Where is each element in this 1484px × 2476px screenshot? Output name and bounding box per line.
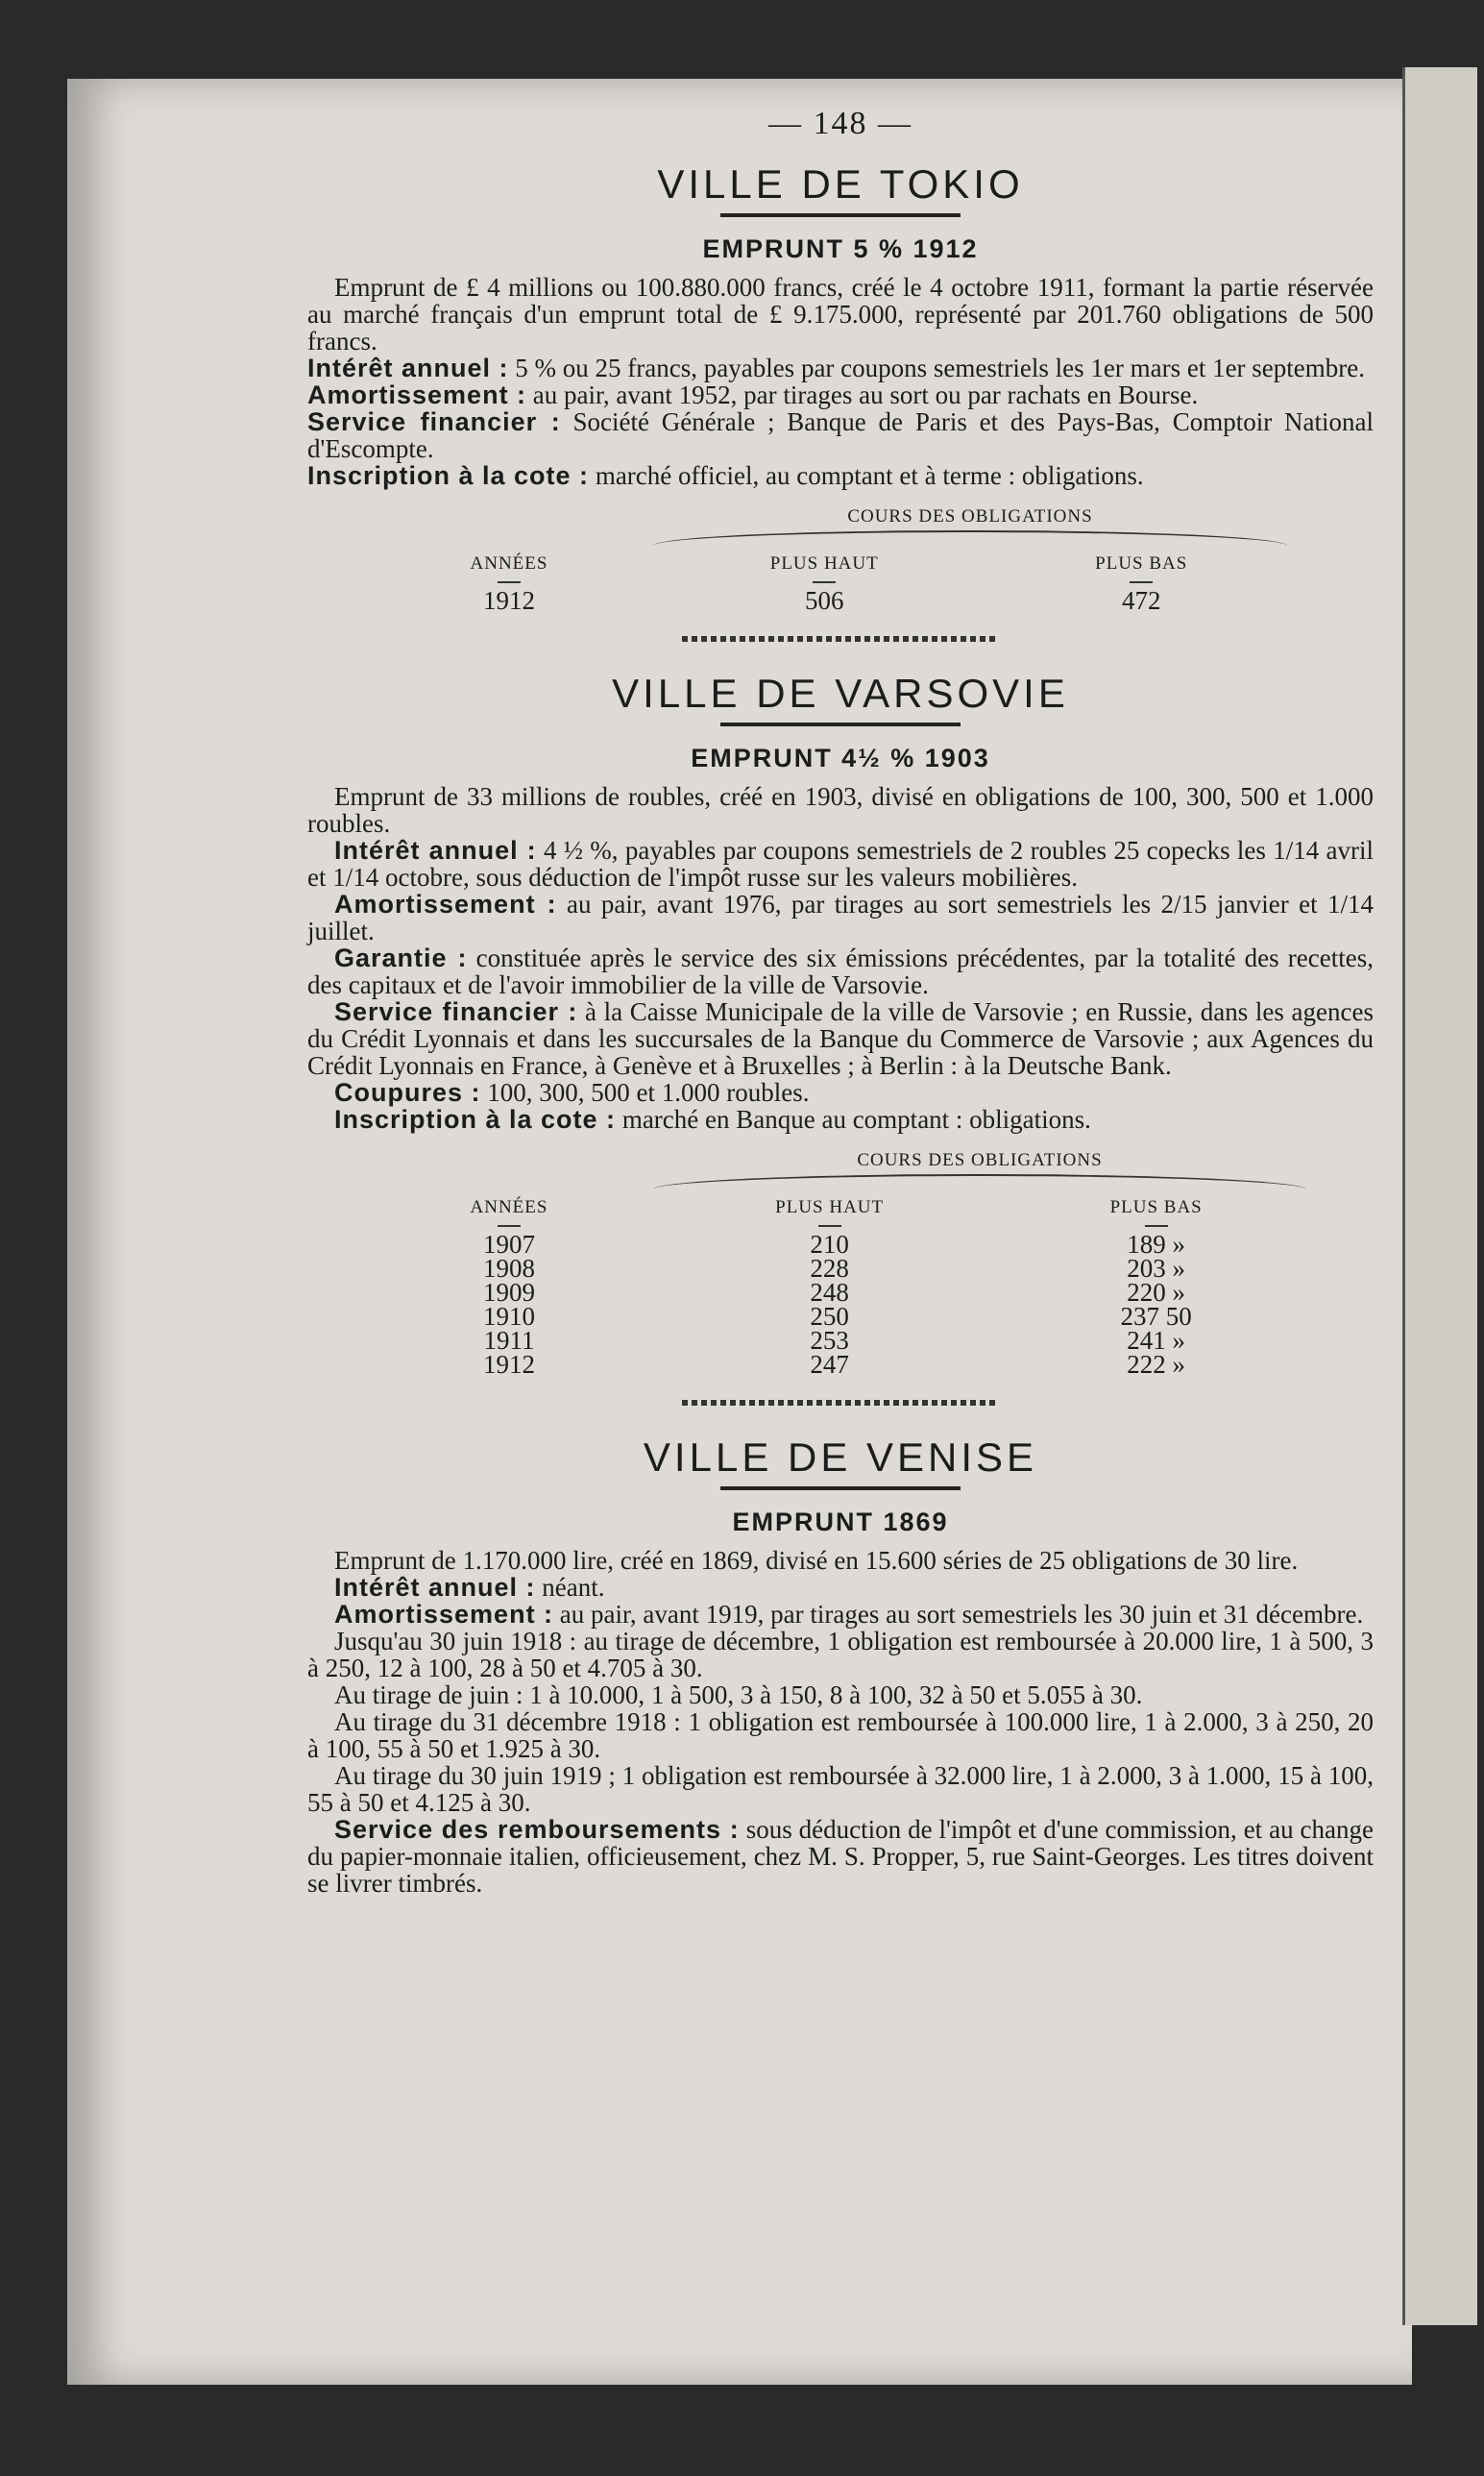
interet-label: Intérêt annuel : (334, 836, 537, 865)
col-plus-haut: PLUS HAUT (653, 1195, 1006, 1233)
page-number: — 148 — (768, 106, 912, 141)
interet-label: Intérêt annuel : (307, 354, 509, 382)
cell-haut: 250 (810, 1302, 849, 1331)
cell-bas: 241 » (1127, 1326, 1186, 1355)
loan-heading: EMPRUNT 5 % 1912 (702, 234, 979, 263)
section-divider (682, 1400, 999, 1406)
loan-intro: Emprunt de 1.170.000 lire, créé en 1869, divisé en 15.600 séries de 25 obligations de 30 lire. (334, 1546, 1299, 1575)
garantie-text: constituée après le service des six émissions précédentes, par la totalité des recettes, des capitaux et de l'avoir immobilier de la ville de Varsovie. (307, 944, 1374, 999)
section-title: VILLE DE TOKIO (657, 161, 1024, 207)
amort-text: au pair, avant 1952, par tirages au sort ou par rachats en Bourse. (532, 380, 1199, 409)
cell-bas: 237 50 (1120, 1302, 1192, 1331)
cell-bas: 189 » (1127, 1230, 1186, 1259)
amort-paragraph (307, 891, 1374, 944)
service-text: à la Caisse Municipale de la ville de Varsovie ; en Russie, dans les agences du Crédit Lyonnais et dans les succursales de la Banque du Commerce de Varsovie ; aux Agences du Crédit Lyonnais en France, à Genève et à Bruxelles ; à Berlin : à la Deutsche Bank. (307, 997, 1374, 1080)
cell-annee: 1908 (483, 1254, 535, 1283)
page-edge (1402, 67, 1477, 2325)
cote-text: marché en Banque au comptant : obligations. (621, 1105, 1091, 1134)
cell-annee: 1912 (483, 586, 535, 615)
amort-text: au pair, avant 1976, par tirages au sort semestriels les 2/15 janvier et 1/14 juillet. (307, 890, 1375, 945)
cell-annee: 1907 (483, 1230, 535, 1259)
title-rule (720, 1486, 961, 1490)
cell-bas: 222 » (1127, 1350, 1186, 1379)
garantie-label: Garantie : (334, 944, 468, 972)
tirage-paragraph: Au tirage du 30 juin 1919 ; 1 obligation est remboursée à 32.000 lire, 1 à 2.000, 3 à 1.000, 15 à 100, 55 à 50 et 4.125 à 30. (307, 1761, 1374, 1817)
section-tokio (307, 161, 1374, 642)
interet-paragraph (307, 1574, 1374, 1601)
cours-header: COURS DES OBLIGATIONS (653, 504, 1287, 552)
cell-bas: 472 (1122, 586, 1161, 615)
tirage-paragraph: Jusqu'au 30 juin 1918 : au tirage de décembre, 1 obligation est remboursée à 20.000 lire, 1 à 500, 3 à 250, 12 à 100, 28 à 50 et 4.705 à 30. (307, 1627, 1374, 1682)
service-text: Société Générale ; Banque de Paris et des Pays-Bas, Comptoir National d'Escompte. (307, 407, 1374, 463)
cell-haut: 506 (805, 586, 844, 615)
section-title: VILLE DE VENISE (643, 1434, 1038, 1480)
page-content (307, 106, 1374, 1897)
quotes-table (365, 1148, 1306, 1377)
cell-annee: 1910 (483, 1302, 535, 1331)
interet-paragraph (307, 355, 1374, 381)
loan-heading: EMPRUNT 4½ % 1903 (691, 744, 990, 772)
cote-text: marché officiel, au comptant et à terme : obligations. (595, 461, 1144, 490)
interet-paragraph (307, 837, 1374, 891)
section-divider (682, 636, 999, 642)
cell-bas: 220 » (1127, 1278, 1186, 1307)
cell-haut: 210 (810, 1230, 849, 1259)
cell-annee: 1909 (483, 1278, 535, 1307)
col-plus-bas: PLUS BAS (1006, 1195, 1306, 1233)
cote-label: Inscription à la cote : (307, 461, 590, 490)
cote-label: Inscription à la cote : (334, 1105, 617, 1134)
cell-haut: 228 (810, 1254, 849, 1283)
coupures-text: 100, 300, 500 et 1.000 roubles. (487, 1078, 810, 1107)
cell-haut: 248 (810, 1278, 849, 1307)
service-paragraph (307, 408, 1374, 462)
loan-heading: EMPRUNT 1869 (732, 1508, 949, 1536)
service-paragraph (307, 998, 1374, 1079)
table-row (365, 1353, 1306, 1377)
cours-header: COURS DES OBLIGATIONS (653, 1148, 1306, 1195)
remb-text: sous déduction de l'impôt et d'une commission, et au change du papier-monnaie italien, officieusement, chez M. S. Propper, 5, rue Saint-Georges. Les titres doivent se livrer timbrés. (307, 1815, 1375, 1898)
cell-bas: 203 » (1127, 1254, 1186, 1283)
section-title: VILLE DE VARSOVIE (612, 671, 1069, 716)
remb-label: Service des remboursements : (334, 1815, 740, 1844)
col-plus-bas: PLUS BAS (996, 552, 1288, 589)
cell-annee: 1911 (483, 1326, 535, 1355)
amort-label: Amortissement : (307, 380, 527, 409)
table-row (365, 589, 1287, 613)
section-varsovie (307, 671, 1374, 1406)
coupures-paragraph (307, 1079, 1374, 1106)
amort-label: Amortissement : (334, 890, 557, 919)
service-label: Service financier : (334, 997, 578, 1026)
title-rule (720, 723, 961, 726)
tirage-paragraph: Au tirage du 31 décembre 1918 : 1 obligation est remboursée à 100.000 lire, 1 à 2.000, 3 à 250, 20 à 100, 55 à 50 et 1.925 à 30. (307, 1707, 1374, 1763)
loan-intro: Emprunt de 33 millions de roubles, créé en 1903, divisé en obligations de 100, 300, 500 et 1.000 roubles. (307, 782, 1374, 838)
cell-annee: 1912 (483, 1350, 535, 1379)
cote-paragraph (307, 1106, 1374, 1133)
interet-text: 4 ½ %, payables par coupons semestriels de 2 roubles 25 copecks les 1/14 avril et 1/14 octobre, sous déduction de l'impôt russe sur les valeurs mobilières. (307, 836, 1374, 892)
interet-text: néant. (542, 1573, 605, 1602)
interet-text: 5 % ou 25 francs, payables par coupons semestriels les 1er mars et 1er septembre. (515, 354, 1365, 382)
cote-paragraph (307, 462, 1374, 489)
service-label: Service financier : (307, 407, 561, 436)
tirage-paragraph: Au tirage de juin : 1 à 10.000, 1 à 500, 3 à 150, 8 à 100, 32 à 50 et 5.055 à 30. (334, 1680, 1143, 1709)
garantie-paragraph (307, 944, 1374, 998)
interet-label: Intérêt annuel : (334, 1573, 536, 1602)
coupures-label: Coupures : (334, 1078, 481, 1107)
quotes-table (365, 504, 1287, 613)
col-annees: ANNÉES (365, 1195, 653, 1233)
section-venise (307, 1434, 1374, 1897)
remboursements-paragraph (307, 1816, 1374, 1897)
cell-haut: 247 (810, 1350, 849, 1379)
amort-paragraph (307, 381, 1374, 408)
col-plus-haut: PLUS HAUT (653, 552, 996, 589)
amort-text: au pair, avant 1919, par tirages au sort semestriels les 30 juin et 31 décembre. (559, 1600, 1364, 1629)
cell-haut: 253 (810, 1326, 849, 1355)
amort-label: Amortissement : (334, 1600, 554, 1629)
col-annees: ANNÉES (365, 552, 653, 589)
title-rule (720, 213, 961, 217)
amort-paragraph (307, 1601, 1374, 1628)
loan-intro: Emprunt de £ 4 millions ou 100.880.000 francs, créé le 4 octobre 1911, formant la partie réservée au marché français d'un emprunt total de £ 9.175.000, représenté par 201.760 obligations de 500 francs. (307, 273, 1374, 355)
